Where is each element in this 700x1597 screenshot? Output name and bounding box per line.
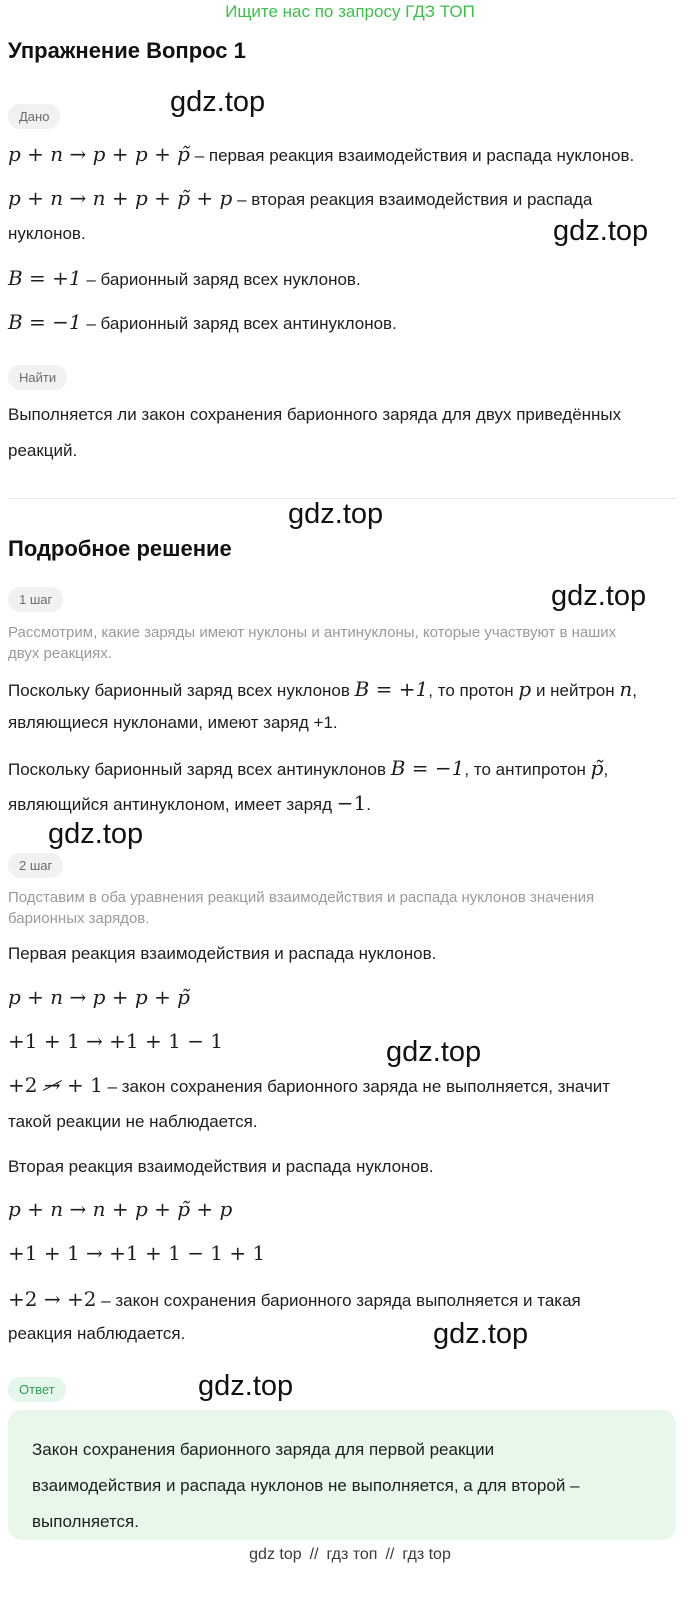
- find-line-1: Выполняется ли закон сохранения барионного заряда для двух приведённых: [8, 405, 622, 424]
- watermark: gdz.top: [170, 86, 266, 118]
- second-reaction-charges: [8, 1241, 265, 1267]
- first-reaction-result-2: такой реакции не наблюдается.: [8, 1112, 258, 1131]
- watermark: gdz.top: [198, 1370, 294, 1402]
- step-1-nucleons-line: [8, 677, 637, 703]
- answer-line-3: выполняется.: [32, 1512, 139, 1531]
- step-1-antinucleons-line-2: [8, 791, 371, 817]
- formula: +1 + 1 → +1 + 1 − 1: [8, 1029, 224, 1053]
- watermark: gdz.top: [551, 580, 647, 612]
- text: ,: [603, 760, 609, 779]
- formula: p + n → p + p + p̃: [8, 985, 190, 1009]
- step-1-nucleons-line-2: являющиеся нуклонами, имеют заряд +1.: [8, 713, 338, 732]
- watermark: gdz.top: [48, 818, 144, 850]
- given-reaction-2-cont: нуклонов.: [8, 224, 86, 243]
- second-reaction-result-2: реакция наблюдается.: [8, 1324, 186, 1343]
- step-1-antinucleons-line: [8, 756, 608, 782]
- text: , то антипротон: [464, 760, 591, 779]
- given-reaction-1: [8, 142, 634, 168]
- footer: [0, 1546, 700, 1564]
- given-baryon-nucleons: [8, 266, 361, 292]
- watermark: gdz.top: [386, 1036, 482, 1068]
- step-1-hint-line-2: двух реакциях.: [8, 645, 112, 662]
- formula: + 1: [60, 1073, 103, 1097]
- text: являющийся антинуклоном, имеет заряд: [8, 795, 337, 814]
- baryon-plus-formula: B = +1: [8, 266, 82, 290]
- watermark: gdz.top: [433, 1318, 529, 1350]
- second-reaction-title: Вторая реакция взаимодействия и распада нуклонов.: [8, 1157, 434, 1176]
- given-reaction-2: [8, 186, 592, 212]
- formula: p̃: [590, 756, 604, 780]
- given-baryon-antinucleons: [8, 310, 397, 336]
- formula: B = −1: [390, 756, 465, 780]
- second-reaction-result: [8, 1287, 581, 1313]
- formula: +2: [8, 1073, 44, 1097]
- given-label: Дано: [8, 104, 60, 129]
- formula: p: [518, 677, 532, 701]
- reaction-2-desc: – вторая реакция взаимодействия и распада: [232, 190, 593, 209]
- footer-separator: //: [385, 1546, 395, 1563]
- formula: p + n → n + p + p̃ + p: [8, 1197, 233, 1221]
- reaction-2-formula: p + n → n + p + p̃ + p: [8, 186, 233, 210]
- step-1-hint-line-1: Рассмотрим, какие заряды имеют нуклоны и антинуклоны, которые участвуют в наших: [8, 624, 617, 641]
- baryon-minus-formula: B = −1: [8, 310, 82, 334]
- arrow: →: [43, 1073, 61, 1097]
- footer-link-1[interactable]: gdz top: [249, 1546, 302, 1563]
- answer-line-1: Закон сохранения барионного заряда для первой реакции: [32, 1440, 495, 1459]
- text: – закон сохранения барионного заряда не выполняется, значит: [102, 1077, 611, 1096]
- text: – закон сохранения барионного заряда выполняется и такая: [96, 1291, 581, 1310]
- formula: −1: [336, 791, 367, 815]
- first-reaction-result: [8, 1073, 610, 1099]
- first-reaction-title: Первая реакция взаимодействия и распада нуклонов.: [8, 944, 437, 963]
- footer-link-2[interactable]: гдз топ: [326, 1546, 378, 1563]
- watermark: gdz.top: [288, 498, 384, 530]
- text: , то протон: [428, 681, 519, 700]
- formula: +1 + 1 → +1 + 1 − 1 + 1: [8, 1241, 266, 1265]
- answer-label: Ответ: [8, 1377, 66, 1402]
- footer-link-3[interactable]: гдз top: [402, 1546, 451, 1563]
- baryon-minus-desc: – барионный заряд всех антинуклонов.: [81, 314, 397, 333]
- find-label: Найти: [8, 365, 67, 390]
- formula: n: [619, 677, 633, 701]
- reaction-1-formula: p + n → p + p + p̃: [8, 142, 190, 166]
- step-1-label: 1 шаг: [8, 587, 63, 612]
- text: и нейтрон: [531, 681, 620, 700]
- text: Поскольку барионный заряд всех антинуклонов: [8, 760, 391, 779]
- formula: +2 → +2: [8, 1287, 97, 1311]
- answer-line-2: взаимодействия и распада нуклонов не выполняется, а для второй –: [32, 1476, 580, 1495]
- step-2-hint-line-1: Подставим в оба уравнения реакций взаимодействия и распада нуклонов значения: [8, 889, 595, 906]
- second-reaction-equation: [8, 1197, 232, 1223]
- step-2-hint-line-2: барионных зарядов.: [8, 910, 150, 927]
- search-banner: Ищите нас по запросу ГДЗ ТОП: [225, 2, 475, 21]
- text: ,: [632, 681, 637, 700]
- formula: B = +1: [354, 677, 429, 701]
- step-2-label: 2 шаг: [8, 853, 63, 878]
- text: .: [366, 795, 371, 814]
- first-reaction-charges: [8, 1029, 223, 1055]
- text: Поскольку барионный заряд всех нуклонов: [8, 681, 355, 700]
- exercise-title: Упражнение Вопрос 1: [8, 38, 246, 63]
- watermark: gdz.top: [553, 215, 649, 247]
- not-equal-arrow: [44, 1073, 61, 1097]
- find-line-2: реакций.: [8, 441, 78, 460]
- baryon-plus-desc: – барионный заряд всех нуклонов.: [81, 270, 361, 289]
- solution-title: Подробное решение: [8, 536, 232, 561]
- footer-separator: //: [309, 1546, 319, 1563]
- first-reaction-equation: [8, 985, 190, 1011]
- reaction-1-desc: – первая реакция взаимодействия и распада нуклонов.: [189, 146, 635, 165]
